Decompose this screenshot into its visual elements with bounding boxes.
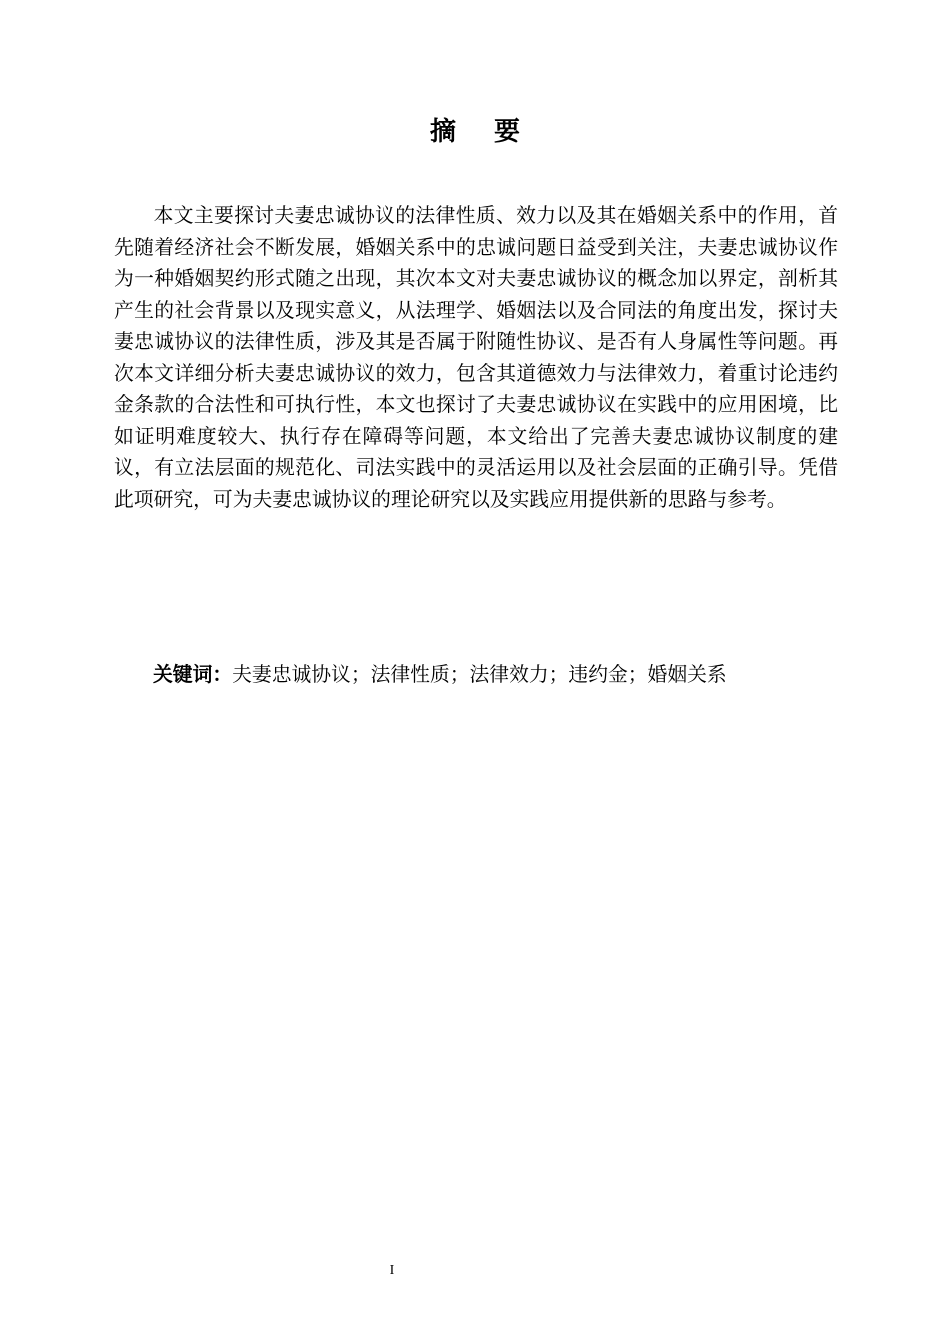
page-number: I [389,1263,395,1278]
keywords-list: 夫妻忠诚协议；法律性质；法律效力；违约金；婚姻关系 [232,663,727,686]
keywords-line [153,659,853,690]
keywords-label: 关键词： [153,663,233,686]
page-title: 摘要 [429,117,558,147]
abstract-paragraph: 本文主要探讨夫妻忠诚协议的法律性质、效力以及其在婚姻关系中的作用，首先随着经济社会不断发展，婚姻关系中的忠诚问题日益受到关注，夫妻忠诚协议作为一种婚姻契约形式随之出现，其次本文对夫妻忠诚协议的概念加以界定，剖析其产生的社会背景以及现实意义，从法理学、婚姻法以及合同法的角度出发，探讨夫妻忠诚协议的法律性质，涉及其是否属于附随性协议、是否有人身属性等问题。再次本文详细分析夫妻忠诚协议的效力，包含其道德效力与法律效力，着重讨论违约金条款的合法性和可执行性，本文也探讨了夫妻忠诚协议在实践中的应用困境，比如证明难度较大、执行存在障碍等问题，本文给出了完善夫妻忠诚协议制度的建议，有立法层面的规范化、司法实践中的灵活运用以及社会层面的正确引导。凭借此项研究，可为夫妻忠诚协议的理论研究以及实践应用提供新的思路与参考。 [114,204,838,511]
